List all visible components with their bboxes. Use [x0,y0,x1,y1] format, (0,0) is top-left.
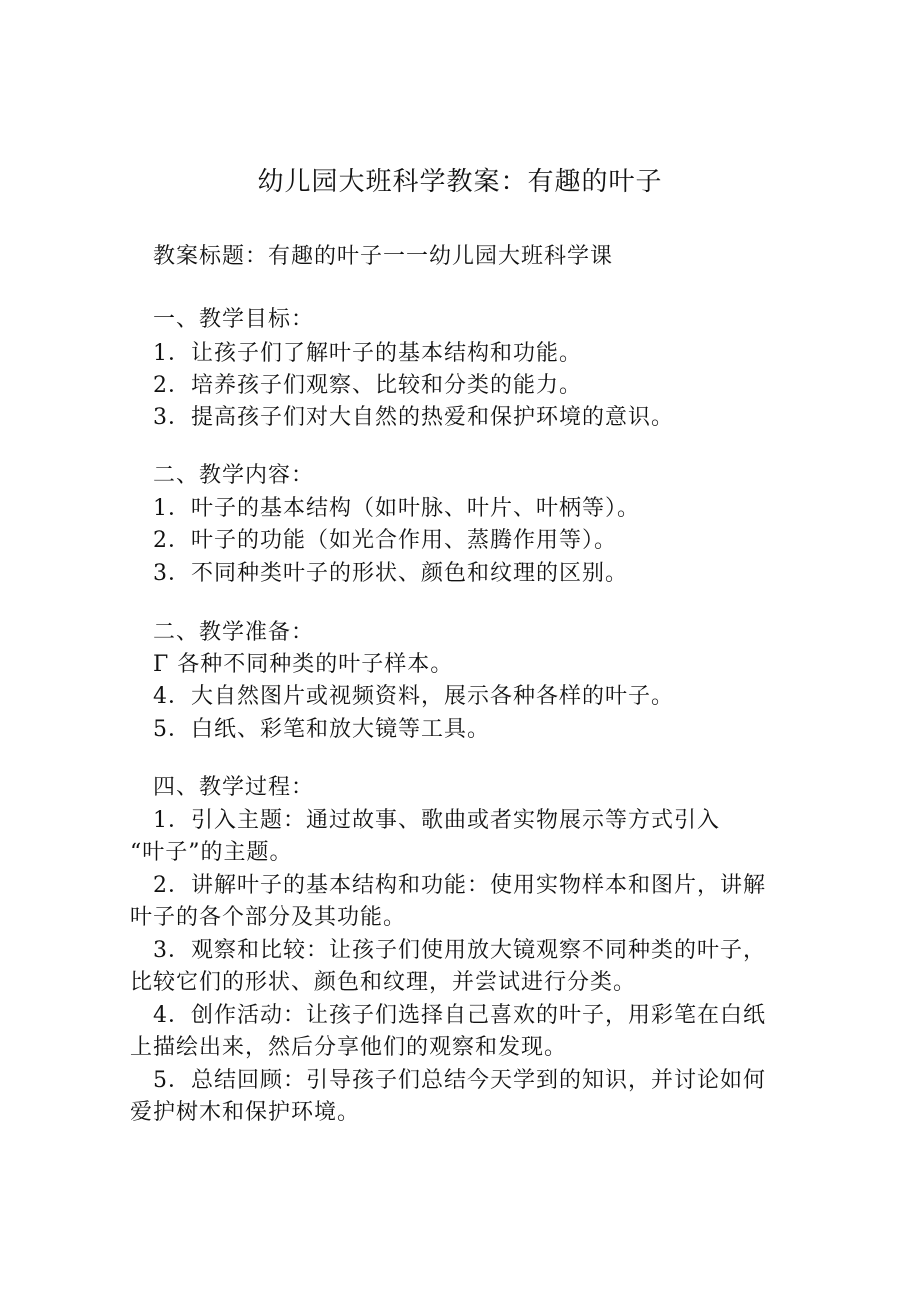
preparation-item: 4．大自然图片或视频资料，展示各种各样的叶子。 [153,684,674,709]
goal-item: 1．让孩子们了解叶子的基本结构和功能。 [153,341,582,366]
process-line: 2．讲解叶子的基本结构和功能：使用实物样本和图片，讲解 [153,873,766,898]
content-item: 2．叶子的功能（如光合作用、蒸腾作用等）。 [153,528,617,553]
process-line: 1．引入主题：通过故事、歌曲或者实物展示等方式引入 [153,808,720,833]
goal-item: 3．提高孩子们对大自然的热爱和保护环境的意识。 [153,405,674,430]
lesson-title-line: 教案标题：有趣的叶子一一幼儿园大班科学课 [153,244,614,269]
goals-heading: 一、教学目标： [153,307,315,332]
goal-item: 2．培养孩子们观察、比较和分类的能力。 [153,373,582,398]
preparation-item: Γ 各种不同种类的叶子样本。 [153,652,454,677]
content-item: 1．叶子的基本结构（如叶脉、叶片、叶柄等）。 [153,496,640,521]
content-heading: 二、教学内容： [153,463,315,488]
process-line: “叶子”的主题。 [130,840,293,865]
process-line: 3．观察和比较：让孩子们使用放大镜观察不同种类的叶子， [153,938,766,963]
document-title: 幼儿园大班科学教案：有趣的叶子 [257,167,663,197]
process-line: 4．创作活动：让孩子们选择自己喜欢的叶子，用彩笔在白纸 [153,1003,766,1028]
process-heading: 四、教学过程： [153,775,315,800]
process-line: 上描绘出来，然后分享他们的观察和发现。 [130,1035,568,1060]
content-item: 3．不同种类叶子的形状、颜色和纹理的区别。 [153,561,628,586]
process-line: 爱护树木和保护环境。 [130,1100,361,1125]
process-line: 叶子的各个部分及其功能。 [130,905,407,930]
preparation-heading: 二、教学准备： [153,620,315,645]
process-line: 比较它们的形状、颜色和纹理，并尝试进行分类。 [130,970,637,995]
preparation-item: 5．白纸、彩笔和放大镜等工具。 [153,717,490,742]
process-line: 5．总结回顾：引导孩子们总结今天学到的知识，并讨论如何 [153,1068,766,1093]
